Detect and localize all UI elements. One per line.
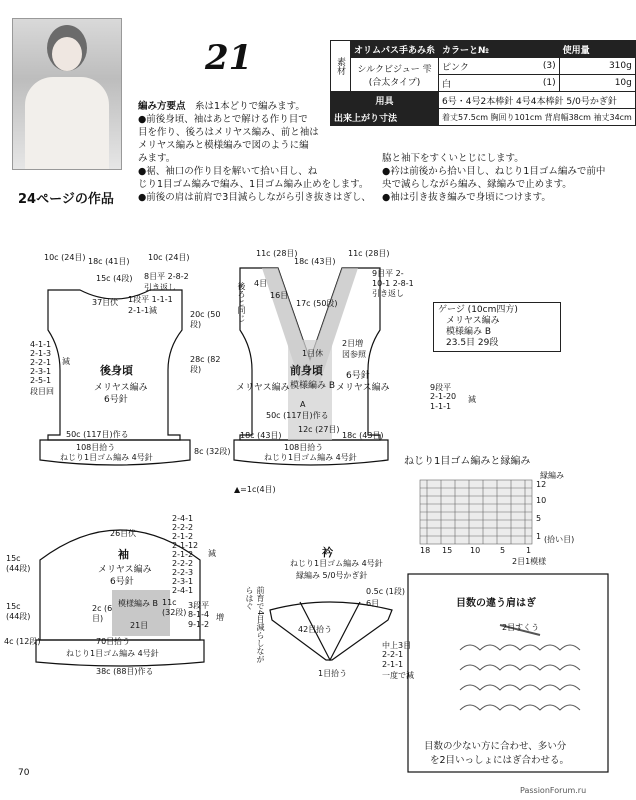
sleeve-cap-dec-3: 2-1-2 xyxy=(172,532,194,541)
front-top-left: 11c (28目) xyxy=(256,249,298,258)
back-needle: 6号針 xyxy=(104,395,128,405)
front-bottom-left: 18c (43目) xyxy=(240,431,282,440)
front-top-right: 11c (28目) xyxy=(348,249,390,258)
sleeve-rib: ねじり1目ゴム編み 4号針 xyxy=(66,649,159,658)
gauge-line3: 23.5目 29段 xyxy=(446,338,499,348)
sleeve-cap-height: 15c (44段) xyxy=(6,554,31,573)
instr-r-line-1: 脇と袖下をすくいとじにします。 xyxy=(382,153,524,164)
instructions-lead: 糸は1本どりで編みます。 xyxy=(195,101,305,112)
rib-col-18: 18 xyxy=(420,546,431,555)
collar-height: 0.5c (1段) xyxy=(366,587,405,596)
sleeve-cap-dec-8: 2-3-1 xyxy=(172,577,194,586)
collar-center-dec-2: 2-2-1 xyxy=(382,650,404,659)
back-neck-depth: 15c (4段) xyxy=(96,274,133,283)
sleeve-rib-height: 4c (12段) xyxy=(4,637,41,646)
back-side-height: 20c (50段) xyxy=(190,310,221,329)
rib-col-5: 5 xyxy=(500,546,506,555)
front-sides-width: 50c (117目)作る xyxy=(266,411,329,420)
tools-value: 6号・4号2本棒針 4号4本棒針 5/0号かぎ針 xyxy=(439,92,636,109)
row-amount-1: 310g xyxy=(559,58,635,75)
back-title: 後身頃 xyxy=(100,364,133,377)
instr-line-3: メリヤス編みと模様編みで図のように編 xyxy=(138,140,309,151)
materials-side-label: 素材 xyxy=(331,41,351,92)
instructions-title: 編み方要点 xyxy=(138,101,186,112)
tip-illustration xyxy=(460,625,580,710)
size-label: 出来上がり寸法 xyxy=(331,109,439,126)
row-color-2: 白 xyxy=(439,75,515,92)
rib-chart-grid xyxy=(420,480,532,544)
rib-row-5: 5 xyxy=(536,514,542,523)
yarn-name: シルクビジュー 雫 xyxy=(357,64,432,75)
back-top-center: 18c (41目) xyxy=(88,257,130,266)
front-bottom-right: 18c (43目) xyxy=(342,431,384,440)
collar-center-dec-1: 中上3目 xyxy=(382,641,412,650)
back-bind-off: 37目伏 xyxy=(92,298,119,307)
back-hem-pick: 108目拾う xyxy=(76,443,116,452)
instr-line-6: じり1目ゴム編みで編み、1目ゴム編み止めをします。 xyxy=(138,179,369,190)
sleeve-needle: 6号針 xyxy=(110,577,134,587)
front-shoulder: 9目平 2-10-1 2-8-1引き返し xyxy=(372,269,414,298)
key-symbol: ▲=1c(4目) xyxy=(234,485,276,494)
back-armhole-height: 28c (82段) xyxy=(190,355,221,374)
instr-r-line-4: ●袖は引き抜き編みで身頃につけます。 xyxy=(382,192,551,203)
tip-title: 目数の違う肩はぎ xyxy=(456,598,536,609)
sleeve-pattern-eyes: 21目 xyxy=(130,621,149,630)
rib-row-12: 12 xyxy=(536,480,547,489)
back-hem-height: 8c (32段) xyxy=(194,447,231,456)
gauge-box xyxy=(433,302,561,352)
v-dec-line3: 1-1-1 xyxy=(430,402,452,411)
sleeve-cap-dec-1: 2-4-1 xyxy=(172,514,194,523)
back-shoulder: 8目平 2-8-2引き返し xyxy=(144,272,189,292)
instr-line-1: ●前後身頃、袖はあとで解ける作り目で xyxy=(138,114,308,125)
sleeve-cap-dec-label: 減 xyxy=(208,549,216,558)
front-bottom-center: 12c (27目) xyxy=(298,425,340,434)
sleeve-inc-2: 8-1-4 xyxy=(188,610,210,619)
collar-rib: ねじり1目ゴム編み 4号針 xyxy=(290,559,383,568)
row-code-2: (1) xyxy=(515,75,559,92)
sleeve-cap-dec-5: 2-1-2 xyxy=(172,550,194,559)
front-hem-pick: 108目拾う xyxy=(284,443,324,452)
rib-chart-title: ねじり1目ゴム編みと縁編み xyxy=(404,456,531,467)
color-header: カラーと№ xyxy=(439,41,560,58)
v-dec-unit: 減 xyxy=(468,395,476,404)
instr-line-2: 目を作り、後ろはメリヤス編み、前と袖は xyxy=(138,127,319,138)
sleeve-cap-dec-2: 2-2-2 xyxy=(172,523,194,532)
back-top-right: 10c (24目) xyxy=(148,253,190,262)
instr-line-5: ●裾、袖口の作り目を解いて拾い目し、ね xyxy=(138,166,318,177)
page-number: 70 xyxy=(18,768,30,778)
back-armhole-dec-3: 2-2-1 xyxy=(30,358,52,367)
sleeve-cap-dec-9: 2-4-1 xyxy=(172,586,194,595)
front-pattern-letter: A xyxy=(300,400,306,409)
instr-r-line-2: ●衿は前後から拾い目し、ねじり1目ゴム編みで前中 xyxy=(382,166,606,177)
back-armhole-dec-label: 減 xyxy=(62,357,70,366)
work-label: 24ページの作品 xyxy=(18,192,114,207)
rib-col-15: 15 xyxy=(442,546,453,555)
front-neck-len: 17c (50段) xyxy=(296,299,338,308)
back-hem-rib: ねじり1目ゴム編み 4号針 xyxy=(60,453,153,462)
rib-col-10: 10 xyxy=(470,546,481,555)
row-code-1: (3) xyxy=(515,58,559,75)
sleeve-inc-1: 3段平 xyxy=(188,601,210,610)
back-stitch: メリヤス編み xyxy=(94,383,148,393)
watermark: PassionForum.ru xyxy=(520,786,587,795)
sleeve-cap-dec-6: 2-2-2 xyxy=(172,559,194,568)
v-dec-line2: 2-1-20 xyxy=(430,392,457,401)
instructions-right xyxy=(382,152,620,204)
front-center-1: 1目休 xyxy=(302,349,324,358)
sleeve-cap-dec-7: 2-2-3 xyxy=(172,568,194,577)
collar-pick-left: 42目拾う xyxy=(298,625,333,634)
front-pattern: 模様編み B xyxy=(290,381,336,391)
rib-repeat-label: 2目1模様 xyxy=(512,557,547,566)
front-left-note: 後ろと同じ xyxy=(237,282,246,322)
instructions-left xyxy=(138,100,378,204)
collar-width-note: 6目 xyxy=(366,599,380,608)
sleeve-title: 袖 xyxy=(118,548,129,561)
back-armhole-dec-4: 2-3-1 xyxy=(30,367,52,376)
model-photo xyxy=(12,18,122,170)
instr-line-7: ●前後の肩は前肩で3目減らしながら引き抜きはぎし、 xyxy=(138,192,371,203)
gauge-line2: 模様編み B xyxy=(446,327,492,337)
front-top-center: 18c (43目) xyxy=(294,257,336,266)
collar-center-note: 一度で減 xyxy=(382,671,414,680)
collar-title: 衿 xyxy=(322,546,333,559)
back-armhole-dec-2: 2-1-3 xyxy=(30,349,52,358)
collar-pick-center: 1目拾う xyxy=(318,669,348,678)
rib-pick-label: (拾い目) xyxy=(544,535,575,544)
gauge-title: ゲージ (10cm四方) xyxy=(438,305,518,315)
sleeve-inc-3: 9-1-2 xyxy=(188,620,210,629)
rib-row-10: 10 xyxy=(536,496,547,505)
front-eyes: 4目 xyxy=(254,279,268,288)
back-width: 50c (117目)作る xyxy=(66,430,129,439)
instr-r-line-3: 央で減らしながら編み、縁編みで止めます。 xyxy=(382,179,572,190)
yarn-type: (合太タイプ) xyxy=(368,77,421,88)
front-needle: 6号針 xyxy=(346,371,370,381)
sleeve-inc-label: 増 xyxy=(216,613,224,622)
gauge-line1: メリヤス編み xyxy=(446,316,500,326)
instr-line-4: みます。 xyxy=(138,153,176,164)
rib-edge-label: 縁編み xyxy=(540,471,564,480)
sleeve-bind-off: 26目伏 xyxy=(110,529,137,538)
back-armhole-dec-5: 2-5-1 xyxy=(30,376,52,385)
model-number: 21 xyxy=(205,38,253,78)
front-eyes2: 16目 xyxy=(270,291,289,300)
amount-header: 使用量 xyxy=(559,41,635,58)
front-hem-rib: ねじり1目ゴム編み 4号針 xyxy=(264,453,357,462)
sleeve-width: 38c (88目)作る xyxy=(96,667,154,676)
front-stitch-right: メリヤス編み xyxy=(336,383,390,393)
sleeve-rib-pick: 70目拾う xyxy=(96,637,131,646)
sleeve-left-eyes: 2c (6目) xyxy=(92,604,113,623)
back-row-label: 段目回 xyxy=(30,387,54,396)
back-armhole-dec-1: 4-1-1 xyxy=(30,340,52,349)
tip-caption-2: を2目いっしょにはぎ合わせる。 xyxy=(430,755,570,766)
tip-caption-1: 目数の少ない方に合わせ、多い分 xyxy=(424,741,567,752)
v-dec-line1: 9段平 xyxy=(430,383,452,392)
yarn-header: オリムパス手あみ糸 xyxy=(351,41,439,58)
front-stitch-left: メリヤス編み xyxy=(236,383,290,393)
sleeve-right-eyes: 11c (32段) xyxy=(162,598,187,617)
sleeve-cap-dec-4: 2-1-12 xyxy=(172,541,199,550)
sleeve-stitch: メリヤス編み xyxy=(98,565,152,575)
rib-row-1: 1 xyxy=(536,532,542,541)
back-neck-dec: 1段平 1-1-1 2-1-1減 xyxy=(128,295,173,315)
collar-center-dec-3: 2-1-1 xyxy=(382,660,404,669)
row-amount-2: 10g xyxy=(559,75,635,92)
tools-label: 用具 xyxy=(331,92,439,109)
sleeve-body-height: 15c (44段) xyxy=(6,602,31,621)
rib-col-1: 1 xyxy=(526,546,532,555)
collar-edge: 縁編み 5/0号かぎ針 xyxy=(296,571,368,580)
front-title: 前身頃 xyxy=(290,364,323,377)
sleeve-pattern-box-label: 模様編み B xyxy=(118,599,159,608)
back-top-left: 10c (24目) xyxy=(44,253,86,262)
tip-loop-label: 2目すくう xyxy=(502,623,540,632)
row-color-1: ピンク xyxy=(439,58,515,75)
collar-left-text: 前育で4目減らしながらはぐ xyxy=(245,586,265,664)
front-center-note: 2目増 図参照 xyxy=(342,339,366,359)
size-value: 着丈57.5cm 胸回り101cm 背肩幅38cm 袖丈34cm xyxy=(439,109,636,126)
